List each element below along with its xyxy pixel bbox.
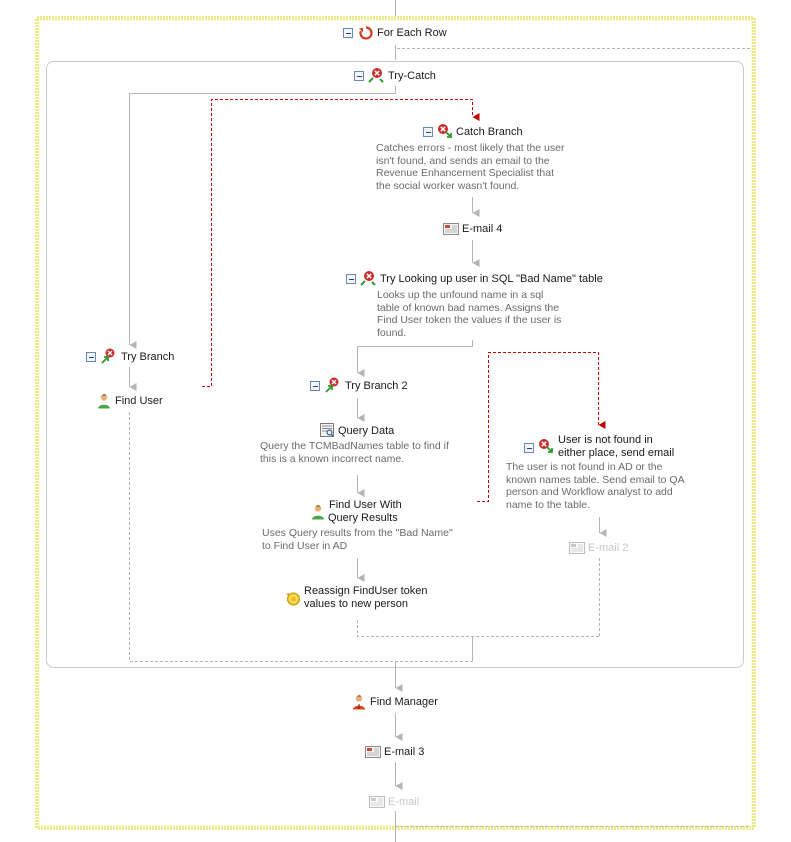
- activity-label-line-1: User is not found in: [558, 434, 653, 446]
- collapse-toggle[interactable]: [310, 381, 320, 391]
- activity-label-line-1: Find User With: [329, 499, 402, 511]
- activity-label: Try Branch 2: [345, 380, 408, 392]
- activity-label: E-mail 3: [384, 746, 425, 758]
- email-icon: [369, 794, 385, 810]
- query-icon: [319, 422, 335, 438]
- email-icon: [443, 221, 459, 237]
- activity-label-line-2: either place, send email: [558, 447, 675, 459]
- activity-label: Catch Branch: [456, 126, 523, 138]
- collapse-toggle[interactable]: [346, 274, 356, 284]
- try-catch-icon: [368, 67, 384, 83]
- user-not-found-description: The user is not found in AD or the known names table. Send email to QA person and Workflow analyst to add name to the table.: [506, 461, 685, 511]
- activity-label: Find Manager: [370, 696, 438, 708]
- activity-label-line-2: values to new person: [304, 598, 408, 610]
- activity-label: Try-Catch: [388, 70, 436, 82]
- try-lookup-description: Looks up the unfound name in a sql table of known bad names. Assigns the Find User token the values if the user is found.: [377, 289, 562, 339]
- activity-label: Query Data: [338, 425, 395, 437]
- try-catch-icon: [360, 270, 376, 286]
- catch-branch-icon: [437, 123, 453, 139]
- activity-label-line-2: Query Results: [328, 512, 398, 524]
- try-branch-icon: [100, 348, 116, 364]
- try-branch-icon: [324, 377, 340, 393]
- activity-label-line-1: Reassign FindUser token: [304, 585, 428, 597]
- catch-branch-icon: [538, 438, 554, 454]
- activity-label: Find User: [115, 395, 163, 407]
- activity-label: Try Looking up user in SQL "Bad Name" table: [380, 273, 603, 285]
- email-icon: [569, 540, 585, 556]
- loop-icon: [358, 25, 374, 41]
- user-icon: [310, 504, 326, 520]
- find-user-with-query-description: Uses Query results from the "Bad Name" to Find User in AD: [262, 527, 453, 552]
- activity-label: E-mail 4: [462, 223, 503, 235]
- activity-label: E-mail 2: [588, 542, 629, 554]
- collapse-toggle[interactable]: [86, 352, 96, 362]
- user-icon: [96, 393, 112, 409]
- collapse-toggle[interactable]: [524, 443, 534, 453]
- collapse-toggle[interactable]: [354, 71, 364, 81]
- catch-branch-description: Catches errors - most likely that the user isn't found, and sends an email to the Revenue Enhancement Specialist that the social worker wasn't found.: [376, 142, 565, 192]
- token-icon: [285, 590, 301, 606]
- activity-label: E-mail: [388, 796, 420, 808]
- activity-label: Try Branch: [121, 351, 175, 363]
- manager-icon: [351, 694, 367, 710]
- collapse-toggle[interactable]: [423, 127, 433, 137]
- email-icon: [365, 744, 381, 760]
- collapse-toggle[interactable]: [343, 28, 353, 38]
- activity-label: For Each Row: [377, 27, 447, 39]
- query-data-description: Query the TCMBadNames table to find if this is a known incorrect name.: [260, 440, 449, 465]
